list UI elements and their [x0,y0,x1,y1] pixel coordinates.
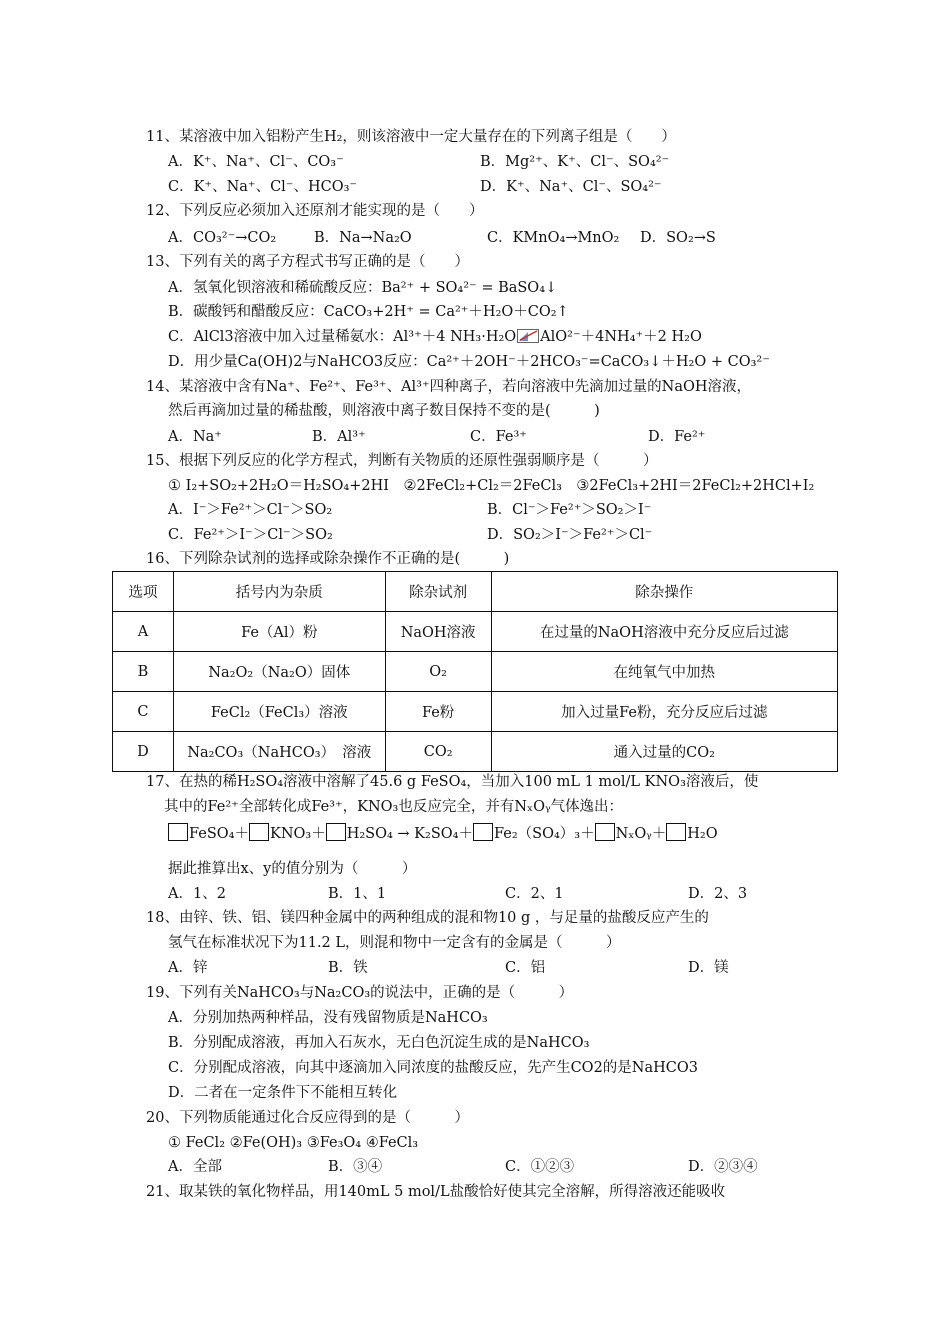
q21-stem: 21、取某铁的氧化物样品，用140mL 5 mol/L盐酸恰好使其完全溶解，所得溶液还能吸收 [146,1184,726,1200]
q17-option-a: A．1、2 [168,886,226,902]
q18-option-d: D．镁 [688,960,729,976]
cell-reagent: Fe粉 [385,692,491,732]
q18-option-b: B．铁 [328,960,368,976]
coefficient-blank[interactable] [473,823,493,841]
cell-operation: 加入过量Fe粉，充分反应后过滤 [491,692,837,732]
q20-option-d: D．②③④ [688,1159,758,1175]
q17-stem-line2: 其中的Fe²⁺全部转化成Fe³⁺，KNO₃也反应完全，并有NₓOᵧ气体逸出： [164,799,624,815]
q15-stem: 15、根据下列反应的化学方程式，判断有关物质的还原性强弱顺序是（ ） [146,453,658,469]
q11-option-a: A．K⁺、Na⁺、Cl⁻、CO₃⁻ [168,154,344,170]
q19-option-c: C．分别配成溶液，向其中逐滴加入同浓度的盐酸反应，先产生CO2的是NaHCO3 [168,1060,698,1076]
q17-ask: 据此推算出x、y的值分别为（ ） [168,861,417,877]
cell-reagent: O₂ [385,652,491,692]
cell-impurity: FeCl₂（FeCl₃）溶液 [173,692,385,732]
q19-option-d: D．二者在一定条件下不能相互转化 [168,1085,398,1101]
q15-option-c: C．Fe²⁺＞I⁻＞Cl⁻＞SO₂ [168,527,333,543]
q15-option-d: D．SO₂＞I⁻＞Fe²⁺＞Cl⁻ [487,527,653,543]
q15-equations: ① I₂+SO₂+2H₂O＝H₂SO₄+2HI ②2FeCl₂+Cl₂＝2FeCl₃ ③2FeCl₃+2HI＝2FeCl₂+2HCl+I₂ [168,478,815,494]
cell-option: B [113,652,174,692]
q14-stem-line1: 14、某溶液中含有Na⁺、Fe²⁺、Fe³⁺、Al³⁺四种离子，若向溶液中先滴加过量的NaOH溶液， [146,379,752,395]
cell-operation: 通入过量的CO₂ [491,732,837,772]
q17-option-b: B．1、1 [328,886,387,902]
q11-stem: 11、某溶液中加入铝粉产生H₂，则该溶液中一定大量存在的下列离子组是（ ） [146,129,676,145]
cell-reagent: NaOH溶液 [385,612,491,652]
eq-term: H₂O [687,826,718,842]
cell-option: A [113,612,174,652]
q19-option-a: A．分别加热两种样品，没有残留物质是NaHCO₃ [168,1010,488,1026]
q12-option-c: C．KMnO₄→MnO₂ [487,230,620,246]
cell-operation: 在纯氧气中加热 [491,652,837,692]
coefficient-blank[interactable] [595,823,615,841]
coefficient-blank[interactable] [249,823,269,841]
header-reagent: 除杂试剂 [385,572,491,612]
q11-option-d: D．K⁺、Na⁺、Cl⁻、SO₄²⁻ [480,179,662,195]
q17-stem-line1: 17、在热的稀H₂SO₄溶液中溶解了45.6 g FeSO₄，当加入100 mL 1 mol/L KNO₃溶液后，使 [146,774,759,790]
cell-operation: 在过量的NaOH溶液中充分反应后过滤 [491,612,837,652]
cell-impurity: Na₂CO₃（NaHCO₃） 溶液 [173,732,385,772]
q14-stem-line2: 然后再滴加过量的稀盐酸，则溶液中离子数目保持不变的是( ) [168,403,600,419]
eq-term: FeSO₄＋ [189,826,249,842]
q19-option-b: B．分别配成溶液，再加入石灰水，无白色沉淀生成的是NaHCO₃ [168,1035,590,1051]
q15-option-a: A．I⁻＞Fe²⁺＞Cl⁻＞SO₂ [168,502,333,518]
q20-option-c: C．①②③ [505,1159,575,1175]
q17-option-c: C．2、1 [505,886,564,902]
eq-term: NₓOᵧ＋ [615,826,667,842]
coefficient-blank[interactable] [666,823,686,841]
eq-term: KNO₃＋ [269,826,326,842]
eq-term: H₂SO₄ → K₂SO₄＋ [346,826,473,842]
q12-stem: 12、下列反应必须加入还原剂才能实现的是（ ） [146,203,484,219]
q11-option-b: B．Mg²⁺、K⁺、Cl⁻、SO₄²⁻ [480,154,670,170]
eq-term: Fe₂（SO₄）₃＋ [493,826,595,842]
q18-option-c: C．铝 [505,960,546,976]
q14-option-b: B．Al³⁺ [312,429,366,445]
cell-impurity: Fe（Al）粉 [173,612,385,652]
q15-option-b: B．Cl⁻＞Fe²⁺＞SO₂＞I⁻ [487,502,652,518]
q12-option-b: B．Na→Na₂O [314,230,412,246]
q17-option-d: D．2、3 [688,886,748,902]
q13-option-a: A．氢氧化钡溶液和稀硫酸反应：Ba²⁺ + SO₄²⁻ = BaSO₄↓ [168,280,558,296]
q13-stem: 13、下列有关的离子方程式书写正确的是（ ） [146,254,469,270]
table-row [113,612,838,652]
coefficient-blank[interactable] [326,823,346,841]
header-operation: 除杂操作 [491,572,837,612]
q13-option-c-left: C．AlCl3溶液中加入过量稀氨水：Al³⁺＋4 NH₃·H₂O [168,329,517,345]
q13-option-d: D．用少量Ca(OH)2与NaHCO3反应：Ca²⁺＋2OH⁻＋2HCO₃⁻=CaCO₃↓＋H₂O + CO₃²⁻ [168,354,770,370]
q20-stem: 20、下列物质能通过化合反应得到的是（ ） [146,1110,469,1126]
q12-option-d: D．SO₂→S [640,230,716,246]
cell-reagent: CO₂ [385,732,491,772]
q20-option-a: A．全部 [168,1159,222,1175]
impurity-removal-table [112,571,838,772]
q20-option-b: B．③④ [328,1159,383,1175]
q18-stem-line2: 氢气在标准状况下为11.2 L，则混和物中一定含有的金属是（ ） [168,935,621,951]
arrow-image-icon [517,329,539,343]
q18-option-a: A．锌 [168,960,208,976]
q13-option-c [168,327,702,347]
q19-stem: 19、下列有关NaHCO₃与Na₂CO₃的说法中，正确的是（ ） [146,985,574,1001]
cell-option: D [113,732,174,772]
table-row [113,692,838,732]
q17-equation [168,823,718,844]
q13-option-b: B．碳酸钙和醋酸反应：CaCO₃+2H⁺ = Ca²⁺＋H₂O＋CO₂↑ [168,304,569,320]
header-option: 选项 [113,572,174,612]
q13-option-c-right: AlO²⁻＋4NH₄⁺＋2 H₂O [540,329,702,345]
q20-items: ① FeCl₂ ②Fe(OH)₃ ③Fe₃O₄ ④FeCl₃ [168,1135,419,1151]
q12-option-a: A．CO₃²⁻→CO₂ [168,230,277,246]
table-row [113,732,838,772]
q14-option-a: A．Na⁺ [168,429,222,445]
header-impurity: 括号内为杂质 [173,572,385,612]
q18-stem-line1: 18、由锌、铁、铝、镁四种金属中的两种组成的混和物10 g ，与足量的盐酸反应产生的 [146,910,709,926]
table-row [113,652,838,692]
coefficient-blank[interactable] [168,823,188,841]
q14-option-c: C．Fe³⁺ [470,429,527,445]
cell-option: C [113,692,174,732]
q14-option-d: D．Fe²⁺ [648,429,706,445]
q16-stem: 16、下列除杂试剂的选择或除杂操作不正确的是( ) [146,551,510,567]
table-header-row [113,572,838,612]
q11-option-c: C．K⁺、Na⁺、Cl⁻、HCO₃⁻ [168,179,358,195]
cell-impurity: Na₂O₂（Na₂O）固体 [173,652,385,692]
